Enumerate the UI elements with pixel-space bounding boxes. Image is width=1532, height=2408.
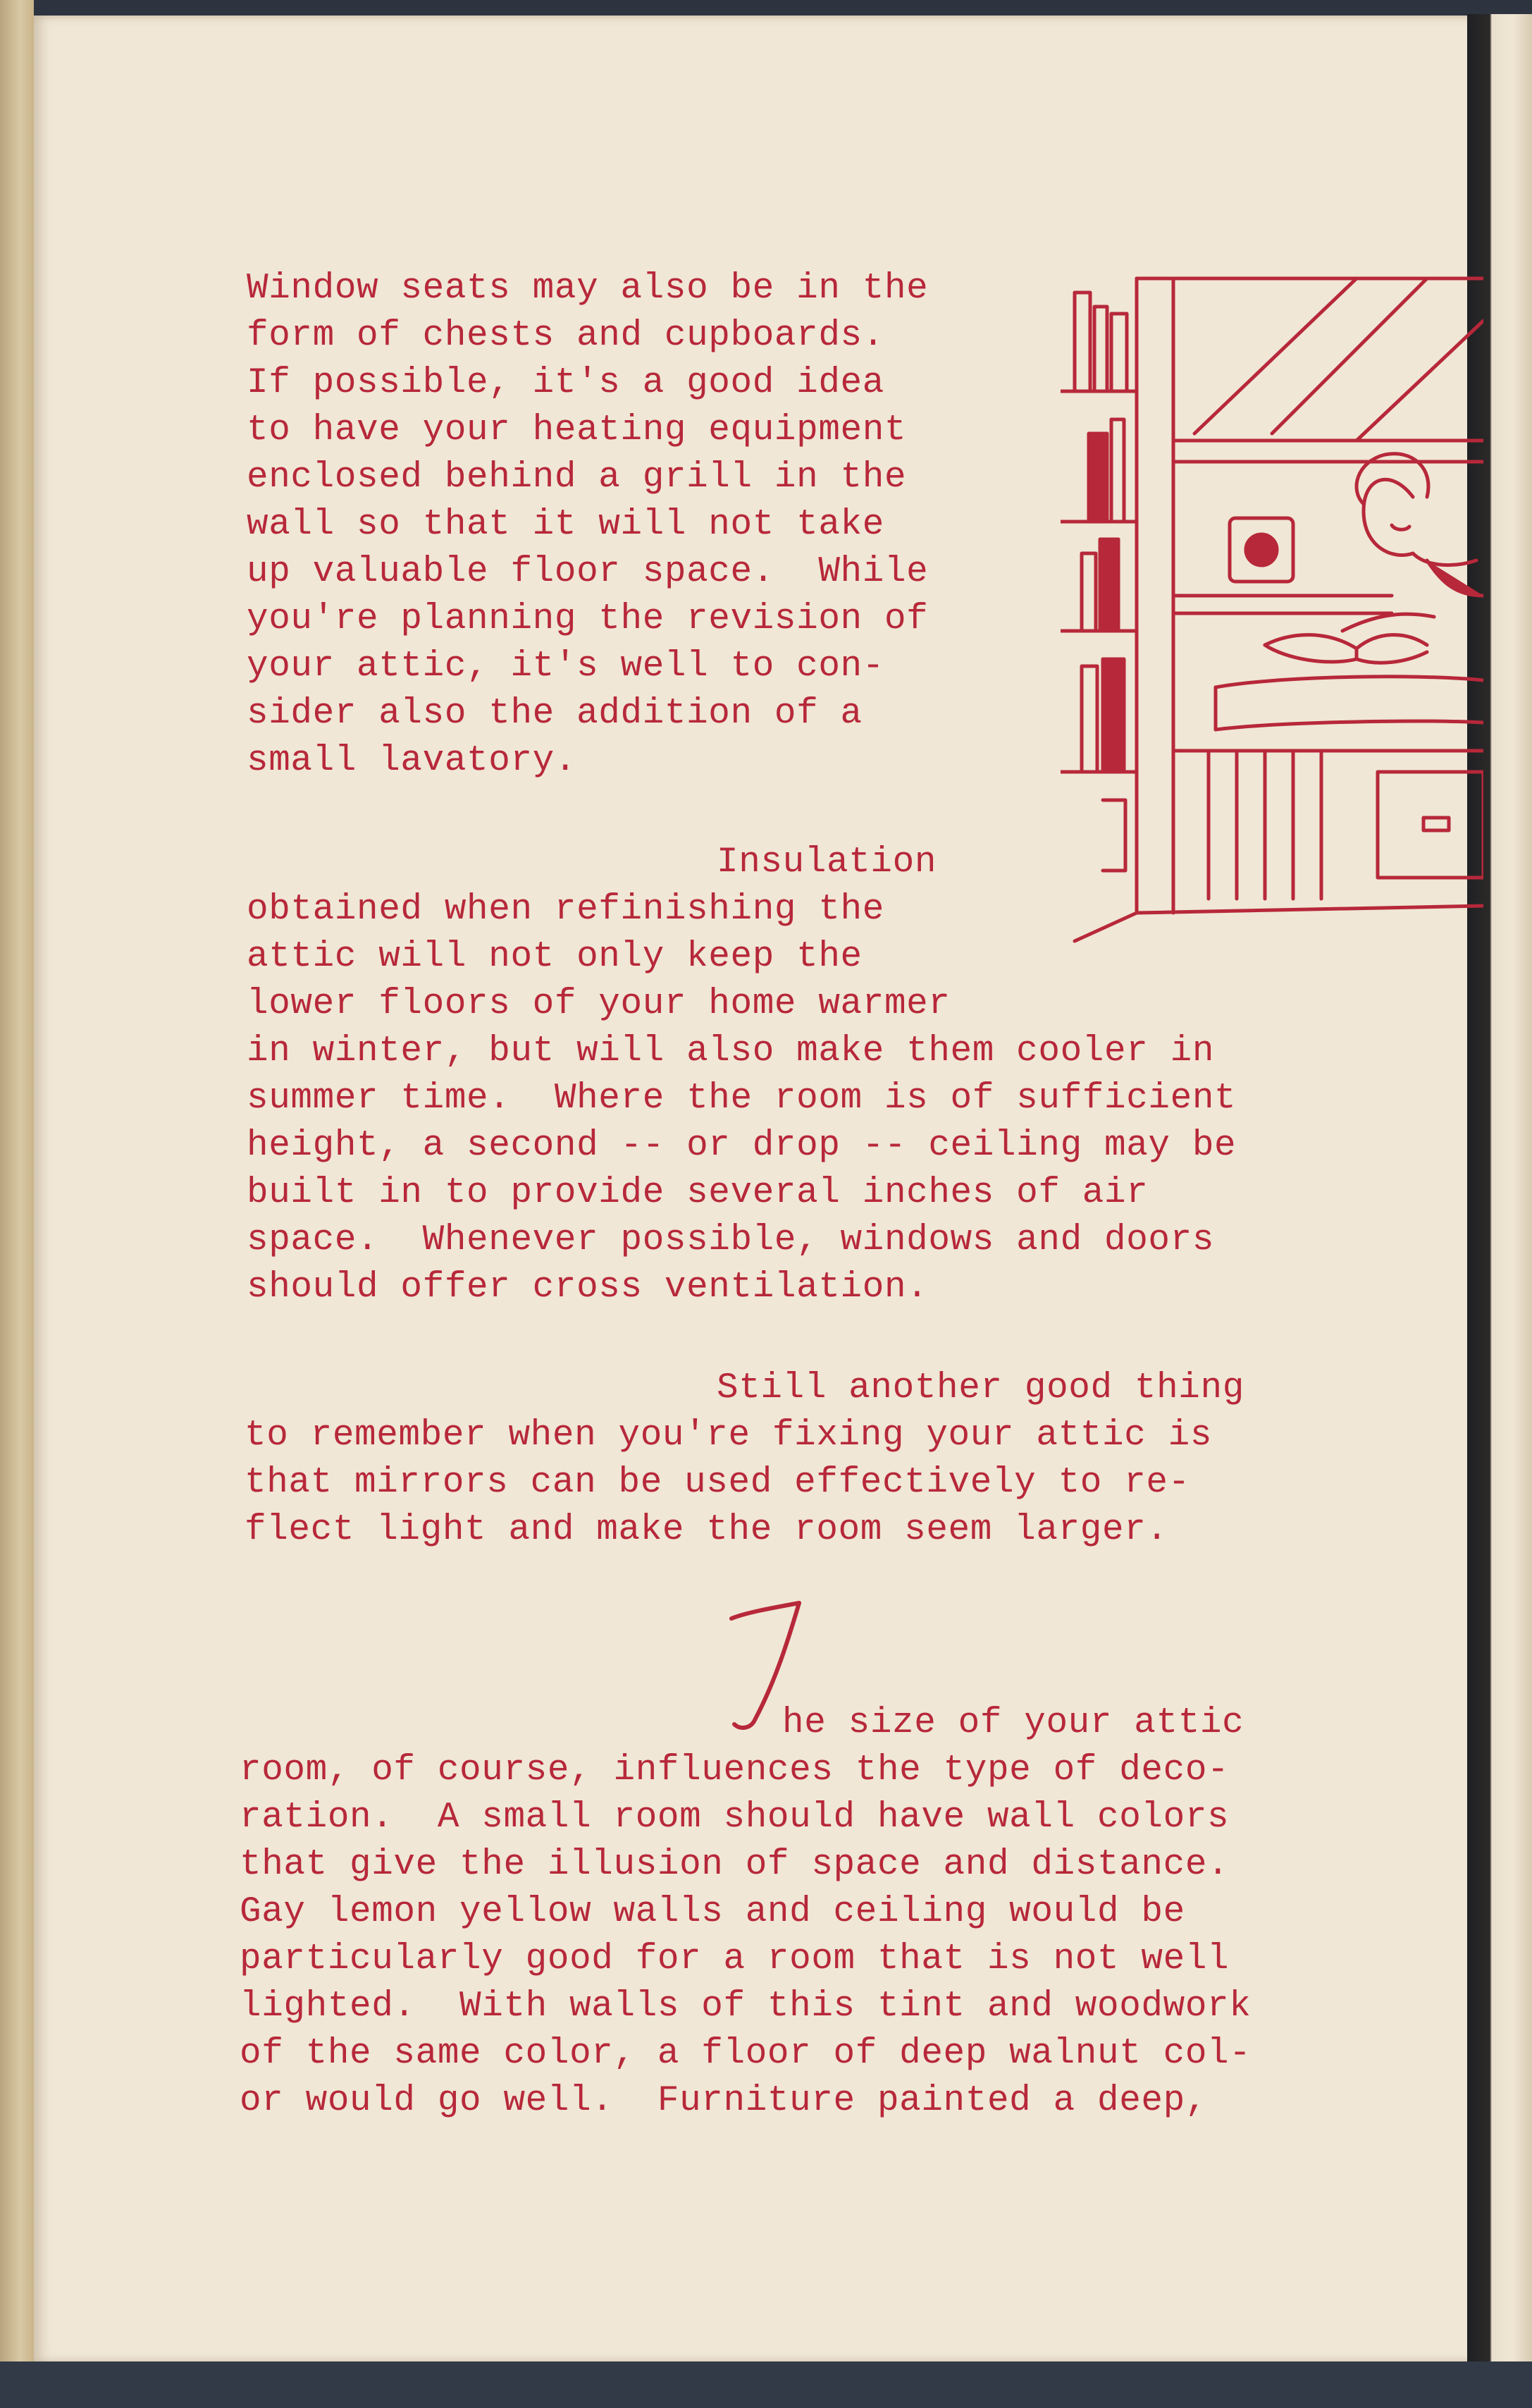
text-line: Window seats may also be in the <box>247 269 929 309</box>
book-binding-left <box>0 0 34 2408</box>
text-line: lower floors of your home warmer <box>247 984 951 1024</box>
text-line: obtained when refinishing the <box>247 890 884 930</box>
text-line: room, of course, influences the type of deco- <box>240 1750 1230 1790</box>
text-line: that mirrors can be used effectively to re- <box>245 1463 1190 1503</box>
text-line: should offer cross ventilation. <box>247 1267 929 1308</box>
text-line: that give the illusion of space and distance. <box>240 1845 1230 1885</box>
book-cover-bottom-edge <box>0 2361 1532 2408</box>
text-line: small lavatory. <box>247 741 577 781</box>
text-line: to remember when you're fixing your attic is <box>245 1415 1213 1456</box>
text-line: form of chests and cupboards. <box>247 316 884 356</box>
text-line: sider also the addition of a <box>247 694 863 734</box>
text-line: attic will not only keep the <box>247 937 863 977</box>
text-line: height, a second -- or drop -- ceiling may be <box>247 1126 1237 1166</box>
text-line: Still another good thing <box>717 1368 1244 1408</box>
text-line: If possible, it's a good idea <box>247 363 884 403</box>
text-line: he size of your attic <box>782 1703 1244 1743</box>
text-line: Gay lemon yellow walls and ceiling would be <box>240 1892 1185 1932</box>
text-line: in winter, but will also make them cooler in <box>247 1031 1215 1071</box>
text-line: built in to provide several inches of air <box>247 1173 1149 1213</box>
text-line: space. Whenever possible, windows and doors <box>247 1220 1215 1260</box>
text-line: your attic, it's well to con- <box>247 646 884 687</box>
text-line: lighted. With walls of this tint and woodwork <box>240 1986 1252 2027</box>
text-line: up valuable floor space. While <box>247 552 929 592</box>
attic-window-seat-girl-reading-icon <box>1061 264 1483 955</box>
text-line: particularly good for a room that is not well <box>240 1939 1230 1979</box>
text-line: Insulation <box>717 842 937 883</box>
text-line: wall so that it will not take <box>247 505 884 545</box>
text-line: summer time. Where the room is of sufficient <box>247 1079 1237 1119</box>
text-line: enclosed behind a grill in the <box>247 457 907 498</box>
text-line: ration. A small room should have wall colors <box>240 1798 1230 1838</box>
text-line: you're planning the revision of <box>247 599 929 639</box>
text-line: or would go well. Furniture painted a deep, <box>240 2081 1208 2121</box>
text-line: flect light and make the room seem larger. <box>245 1510 1168 1550</box>
text-line: of the same color, a floor of deep walnut col- <box>240 2034 1252 2074</box>
text-line: to have your heating equipment <box>247 410 907 450</box>
